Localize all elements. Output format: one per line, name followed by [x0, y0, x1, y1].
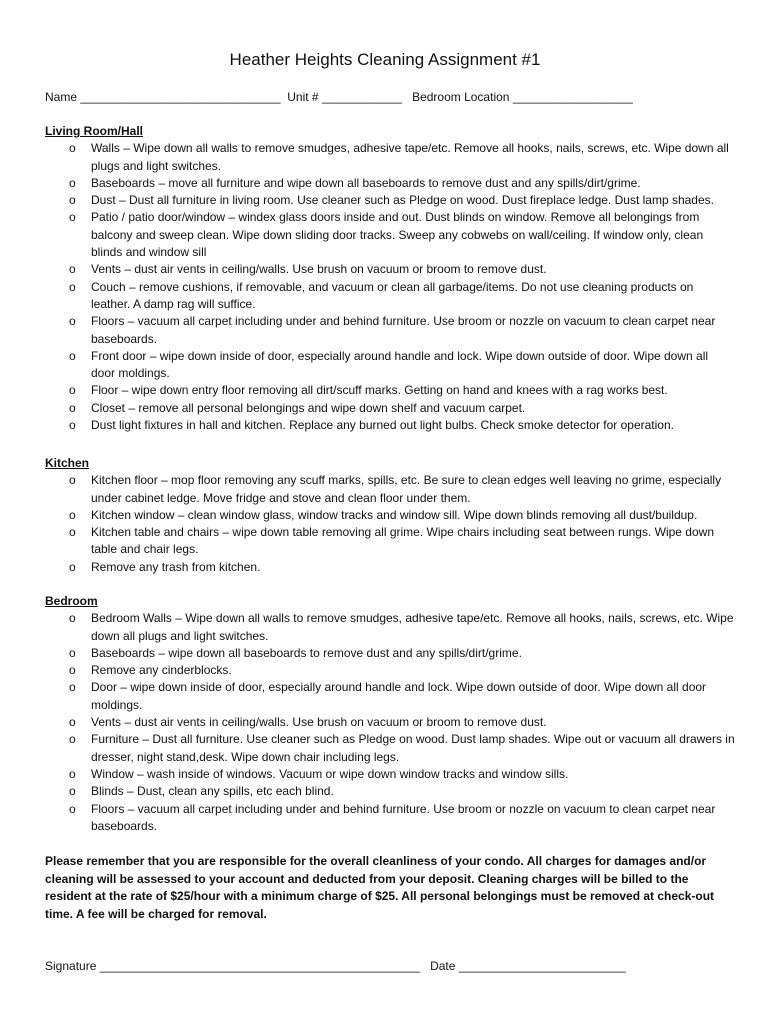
task-text: Vents – dust air vents in ceiling/walls. Use brush on vacuum or broom to remove dust. — [91, 262, 547, 277]
name-label: Name — [45, 90, 78, 104]
task-item — [45, 313, 735, 348]
bullet-circle-icon: o — [69, 473, 76, 488]
task-item — [45, 662, 735, 679]
task-text: Baseboards – wipe down all baseboards to remove dust and any spills/dirt/grime. — [91, 645, 522, 660]
responsibility-notice: Please remember that you are responsible for the overall cleanliness of your condo. All charges for damages and/or cleaning will be assessed to your account and deducted from your deposit. Cleaning charges will be billed to the resident at the rate of $25/hour with a minimum charge of $25. All personal belongings must be removed at check-out time. A fee will be charged for removal. — [45, 854, 715, 921]
bullet-circle-icon: o — [69, 193, 76, 208]
task-item — [45, 209, 735, 261]
bullet-circle-icon: o — [69, 348, 76, 363]
task-text: Vents – dust air vents in ceiling/walls. Use brush on vacuum or broom to remove dust. — [91, 715, 547, 730]
date-label: Date — [430, 959, 456, 973]
bullet-circle-icon: o — [69, 801, 76, 816]
bullet-circle-icon: o — [69, 141, 76, 156]
bullet-circle-icon: o — [69, 525, 76, 540]
task-item — [45, 766, 735, 783]
task-list — [45, 140, 735, 434]
task-item — [45, 801, 735, 836]
bullet-circle-icon: o — [69, 680, 76, 695]
bedroom-section — [45, 593, 735, 835]
bullet-circle-icon: o — [69, 210, 76, 225]
bullet-circle-icon: o — [69, 262, 76, 277]
task-text: Blinds – Dust, clean any spills, etc each blind. — [91, 784, 334, 799]
task-text: Window – wash inside of windows. Vacuum or wipe down window tracks and window sills. — [91, 766, 569, 781]
task-text: Remove any trash from kitchen. — [91, 559, 261, 574]
task-item — [45, 731, 735, 766]
bullet-circle-icon: o — [69, 663, 76, 678]
task-item — [45, 679, 735, 714]
bullet-circle-icon: o — [69, 383, 76, 398]
task-item — [45, 261, 735, 278]
document-title: Heather Heights Cleaning Assignment #1 — [229, 50, 541, 69]
task-item — [45, 524, 735, 559]
task-list — [45, 472, 735, 576]
task-text: Patio / patio door/window – windex glass doors inside and out. Dust blinds on window. Remove all belongings from balcony and sweep clean. Wipe down sliding door tracks. Sweep any cobwebs on wall/ceiling. If window only, clean blinds and window sill — [91, 210, 704, 260]
bullet-circle-icon: o — [69, 715, 76, 730]
resident-info-line — [45, 89, 633, 105]
task-item — [45, 192, 735, 209]
bullet-circle-icon: o — [69, 766, 76, 781]
task-item — [45, 382, 735, 399]
task-text: Walls – Wipe down all walls to remove smudges, adhesive tape/etc. Remove all hooks, nails, screws, etc. Wipe down all plugs and light switches. — [91, 141, 729, 173]
section-heading: Kitchen — [45, 456, 90, 470]
task-item — [45, 400, 735, 417]
bullet-circle-icon: o — [69, 279, 76, 294]
section-heading: Living Room/Hall — [45, 124, 144, 138]
bullet-circle-icon: o — [69, 400, 76, 415]
bullet-circle-icon: o — [69, 611, 76, 626]
task-item — [45, 507, 735, 524]
signature-label: Signature — [45, 959, 97, 973]
bullet-circle-icon: o — [69, 418, 76, 433]
task-item — [45, 417, 735, 434]
task-text: Floors – vacuum all carpet including under and behind furniture. Use broom or nozzle on vacuum to clean carpet near baseboards. — [91, 801, 716, 833]
task-item — [45, 714, 735, 731]
bullet-circle-icon: o — [69, 507, 76, 522]
task-text: Floor – wipe down entry floor removing all dirt/scuff marks. Getting on hand and knees with a rag works best. — [91, 383, 668, 398]
task-text: Couch – remove cushions, if removable, and vacuum or clean all garbage/items. Do not use cleaning products on leather. A damp rag will suffice. — [91, 279, 694, 311]
task-list — [45, 610, 735, 835]
bullet-circle-icon: o — [69, 175, 76, 190]
task-item — [45, 348, 735, 383]
task-text: Closet – remove all personal belongings and wipe down shelf and vacuum carpet. — [91, 400, 526, 415]
task-text: Baseboards – move all furniture and wipe down all baseboards to remove dust and any spills/dirt/grime. — [91, 175, 641, 190]
task-item — [45, 279, 735, 314]
task-text: Dust light fixtures in hall and kitchen. Replace any burned out light bulbs. Check smoke detector for operation. — [91, 418, 674, 433]
task-item — [45, 472, 735, 507]
task-text: Kitchen table and chairs – wipe down table removing all grime. Wipe chairs including seat between rungs. Wipe down table and chair legs. — [91, 525, 714, 557]
bullet-circle-icon: o — [69, 732, 76, 747]
signature-field[interactable]: ________________________________________________ — [99, 959, 421, 973]
signature-line — [45, 958, 626, 974]
task-item — [45, 140, 735, 175]
bedroom-location-field[interactable]: __________________ — [512, 90, 633, 104]
task-text: Bedroom Walls – Wipe down all walls to remove smudges, adhesive tape/etc. Remove all hooks, nails, screws, etc. Wipe down all plugs and light switches. — [91, 611, 734, 643]
name-field[interactable]: ______________________________ — [80, 90, 281, 104]
unit-label: Unit # — [287, 90, 319, 104]
task-text: Door – wipe down inside of door, especially around handle and lock. Wipe down outside of door. Wipe down all door moldings. — [91, 680, 707, 712]
task-item — [45, 610, 735, 645]
task-item — [45, 645, 735, 662]
bullet-circle-icon: o — [69, 645, 76, 660]
bullet-circle-icon: o — [69, 314, 76, 329]
bullet-circle-icon: o — [69, 559, 76, 574]
kitchen-section — [45, 455, 735, 576]
task-text: Floors – vacuum all carpet including under and behind furniture. Use broom or nozzle on vacuum to clean carpet near baseboards. — [91, 314, 716, 346]
task-text: Front door – wipe down inside of door, especially around handle and lock. Wipe down outside of door. Wipe down all door moldings. — [91, 348, 709, 381]
task-item — [45, 783, 735, 800]
date-field[interactable]: _________________________ — [458, 959, 626, 973]
bedroom-location-label: Bedroom Location — [412, 90, 510, 104]
unit-field[interactable]: ____________ — [321, 90, 403, 104]
living-room-section — [45, 123, 735, 434]
task-text: Kitchen window – clean window glass, window tracks and window sill. Wipe down blinds removing all dust/buildup. — [91, 507, 698, 522]
task-text: Remove any cinderblocks. — [91, 663, 232, 678]
bullet-circle-icon: o — [69, 784, 76, 799]
task-item — [45, 175, 735, 192]
task-text: Dust – Dust all furniture in living room. Use cleaner such as Pledge on wood. Dust fireplace ledge. Dust lamp shades. — [91, 193, 714, 208]
task-text: Furniture – Dust all furniture. Use cleaner such as Pledge on wood. Dust lamp shades. Wipe out or vacuum all drawers in dresser, night stand,desk. Wipe down chair including legs. — [91, 732, 735, 764]
task-text: Kitchen floor – mop floor removing any scuff marks, spills, etc. Be sure to clean edges well leaving no grime, especially under cabinet ledge. Move fridge and stove and clean floor under them. — [91, 473, 722, 505]
task-item — [45, 559, 735, 576]
section-heading: Bedroom — [45, 594, 98, 608]
